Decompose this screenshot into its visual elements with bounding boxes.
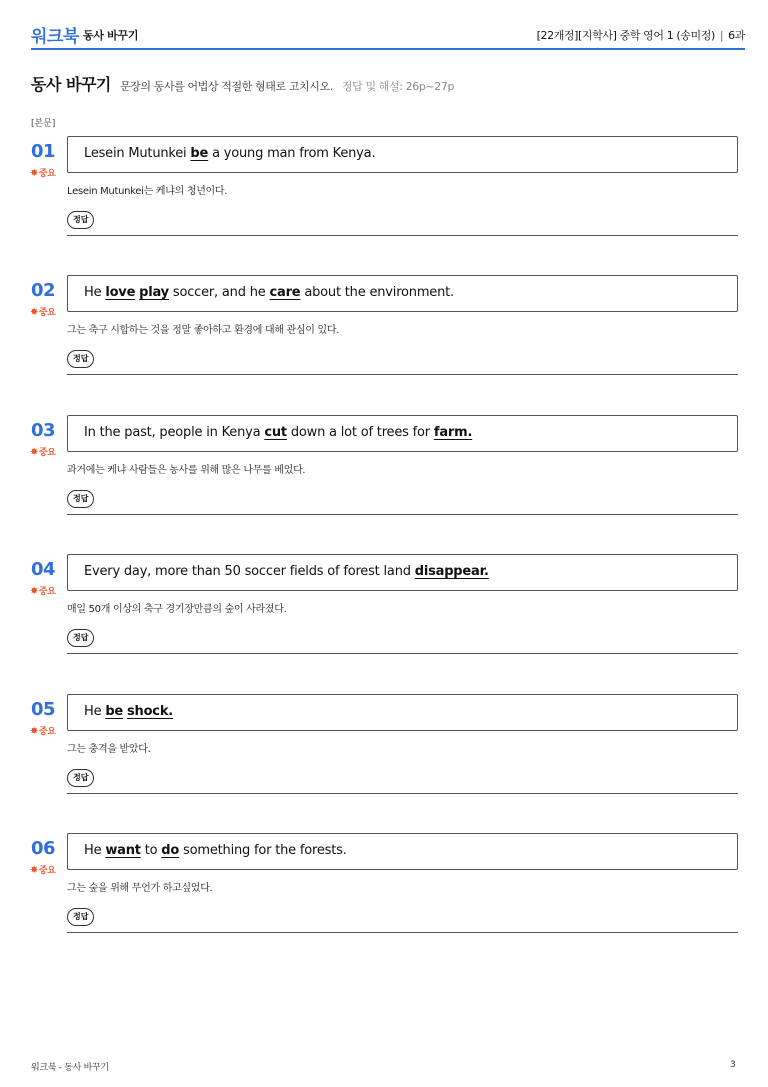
target-verb: be [105,704,124,719]
important-label: 중요 [38,448,56,458]
target-verb: care [269,285,301,300]
sentence-text: He [84,843,106,858]
korean-translation: 그는 충격을 받았다. [67,744,151,755]
answer-reference: 정답 및 해설: 26p~27p [341,80,455,93]
answer-button[interactable]: 정답 [67,350,94,368]
sentence-text: down a lot of trees for [286,425,434,440]
star-burst-icon: ✸ [30,865,38,876]
question-sentence-box [67,833,738,870]
star-burst-icon: ✸ [30,586,38,597]
question-number: 03 [31,420,56,441]
important-badge [30,305,55,318]
sentence-text: He [84,285,106,300]
star-burst-icon: ✸ [30,307,38,318]
target-verb: shock. [126,704,173,719]
question-number: 01 [31,141,56,162]
important-label: 중요 [38,727,56,737]
important-label: 중요 [38,587,56,597]
korean-translation: 그는 숲을 위해 무언가 하고싶었다. [67,883,213,894]
question-number: 04 [31,559,56,580]
section-tag: [본문] [31,119,56,129]
sentence-text: about the environment. [300,285,454,300]
page-title-row [31,72,745,96]
answer-line[interactable] [67,514,738,515]
important-label: 중요 [38,866,56,876]
korean-translation: 과거에는 케냐 사람들은 농사를 위해 많은 나무를 베었다. [67,465,306,476]
question-sentence-box [67,136,738,173]
star-burst-icon: ✸ [30,168,38,179]
answer-button[interactable]: 정답 [67,629,94,647]
question-item [0,554,768,664]
sentence-text: Lesein Mutunkei [84,146,191,161]
question-number: 06 [31,838,56,859]
sentence-text: something for the forests. [179,843,347,858]
question-item [0,275,768,385]
answer-line[interactable] [67,374,738,375]
important-badge [30,584,55,597]
sentence-text: soccer, and he [168,285,270,300]
target-verb: do [161,843,180,858]
page-header [31,20,745,50]
important-badge [30,166,55,179]
korean-translation: 매일 50개 이상의 축구 경기장만큼의 숲이 사라졌다. [67,604,287,615]
answer-line[interactable] [67,793,738,794]
important-badge [30,724,55,737]
answer-button[interactable]: 정답 [67,769,94,787]
answer-line[interactable] [67,932,738,933]
divider: | [719,29,724,42]
answer-button[interactable]: 정답 [67,908,94,926]
star-burst-icon: ✸ [30,726,38,737]
question-number: 02 [31,280,56,301]
target-verb: disappear. [414,564,489,579]
target-verb: love [105,285,136,300]
question-item [0,136,768,246]
important-label: 중요 [38,169,56,179]
question-sentence-box [67,275,738,312]
important-label: 중요 [38,308,56,318]
brand-subtitle: 동사 바꾸기 [83,29,139,42]
sentence-text: He [84,704,106,719]
footer-title: 워크북 - 동사 바꾸기 [31,1063,109,1073]
important-badge [30,445,55,458]
question-number: 05 [31,699,56,720]
question-sentence-box [67,554,738,591]
course-name: [22개정][지학사] 중학 영어 1 (송미정) [536,29,715,42]
sentence-text: a young man from Kenya. [208,146,376,161]
question-sentence-box [67,415,738,452]
target-verb: play [139,285,169,300]
question-item [0,694,768,804]
korean-translation: Lesein Mutunkei는 케냐의 청년이다. [67,186,228,197]
sentence-text: In the past, people in Kenya [84,425,265,440]
sentence-text: Every day, more than 50 soccer fields of forest land [84,564,415,579]
answer-button[interactable]: 정답 [67,490,94,508]
target-verb: want [105,843,141,858]
question-sentence-box [67,694,738,731]
answer-line[interactable] [67,235,738,236]
answer-button[interactable]: 정답 [67,211,94,229]
target-verb: cut [264,425,287,440]
korean-translation: 그는 축구 시합하는 것을 정말 좋아하고 환경에 대해 관심이 있다. [67,325,340,336]
course-info [537,27,745,43]
brand-title: 워크북 [31,27,79,47]
question-item [0,833,768,943]
target-verb: be [190,146,209,161]
lesson-number: 6과 [728,29,745,42]
sentence-text: to [140,843,162,858]
answer-line[interactable] [67,653,738,654]
target-verb: farm. [433,425,473,440]
important-badge [30,863,55,876]
instructions: 문장의 동사를 어법상 적절한 형태로 고치시오. [119,80,333,93]
page-title: 동사 바꾸기 [31,75,111,94]
question-item [0,415,768,525]
star-burst-icon: ✸ [30,447,38,458]
page-number: 3 [730,1060,736,1070]
